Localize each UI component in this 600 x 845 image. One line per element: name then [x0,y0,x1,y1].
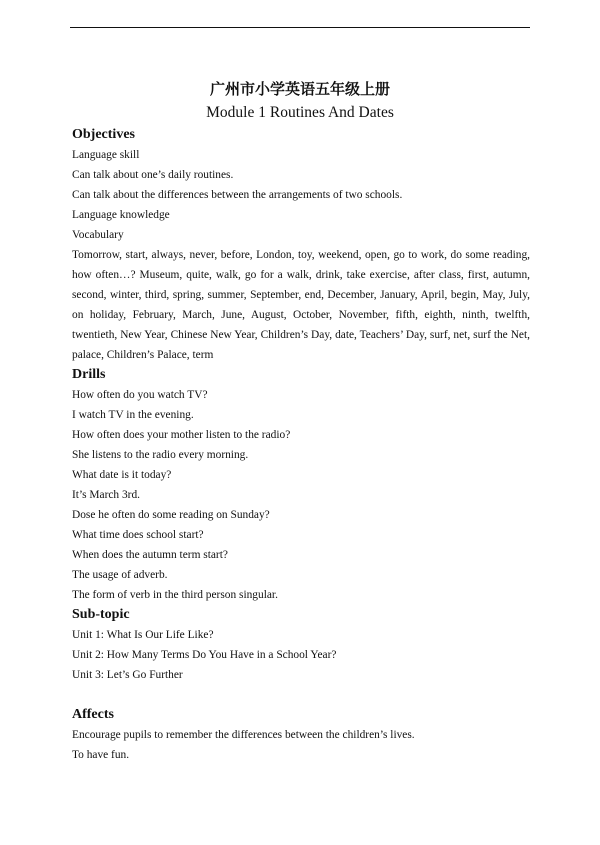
document-body [72,125,530,765]
drill-line: When does the autumn term start? [72,549,228,561]
section-spacer [72,685,530,705]
affect-line: To have fun. [72,749,130,761]
objectives-heading: Objectives [72,127,135,142]
drill-line: What date is it today? [72,469,172,481]
language-skill-label: Language skill [72,149,140,161]
page-title-english: Module 1 Routines And Dates [206,104,394,121]
drill-line: I watch TV in the evening. [72,409,194,421]
language-knowledge-label: Language knowledge [72,209,170,221]
page-title-chinese: 广州市小学英语五年级上册 [209,80,390,98]
skill-line: Can talk about the differences between the arrangements of two schools. [72,189,403,201]
drill-line: It’s March 3rd. [72,489,141,501]
drill-line: How often do you watch TV? [72,389,208,401]
affects-heading: Affects [72,707,114,722]
drill-line: She listens to the radio every morning. [72,449,249,461]
drill-line: How often does your mother listen to the radio? [72,429,291,441]
drill-line: Dose he often do some reading on Sunday? [72,509,270,521]
unit-line: Unit 1: What Is Our Life Like? [72,629,214,641]
vocabulary-paragraph: Tomorrow, start, always, never, before, London, toy, weekend, open, go to work, do some reading, how often…? Museum, quite, walk, go for a walk, drink, take exercise, after class, first, autumn, second, winter, third, spring, summer, September, end, December, January, April, begin, May, July, on holiday, February, March, June, August, October, November, fifth, eighth, ninth, twelfth, twentieth, New Year, Chinese New Year, Children’s Day, date, Teachers’ Day, surf, net, surf the Net, palace, Children’s Palace, term [72,249,530,361]
unit-line: Unit 2: How Many Terms Do You Have in a School Year? [72,649,337,661]
unit-line: Unit 3: Let’s Go Further [72,669,183,681]
drill-line: What time does school start? [72,529,204,541]
skill-line: Can talk about one’s daily routines. [72,169,234,181]
header-rule [70,27,530,28]
drill-line: The usage of adverb. [72,569,168,581]
vocabulary-label: Vocabulary [72,229,124,241]
affect-line: Encourage pupils to remember the differences between the children’s lives. [72,729,415,741]
drill-line: The form of verb in the third person singular. [72,589,278,601]
drills-heading: Drills [72,367,106,382]
subtopic-heading: Sub-topic [72,607,130,622]
